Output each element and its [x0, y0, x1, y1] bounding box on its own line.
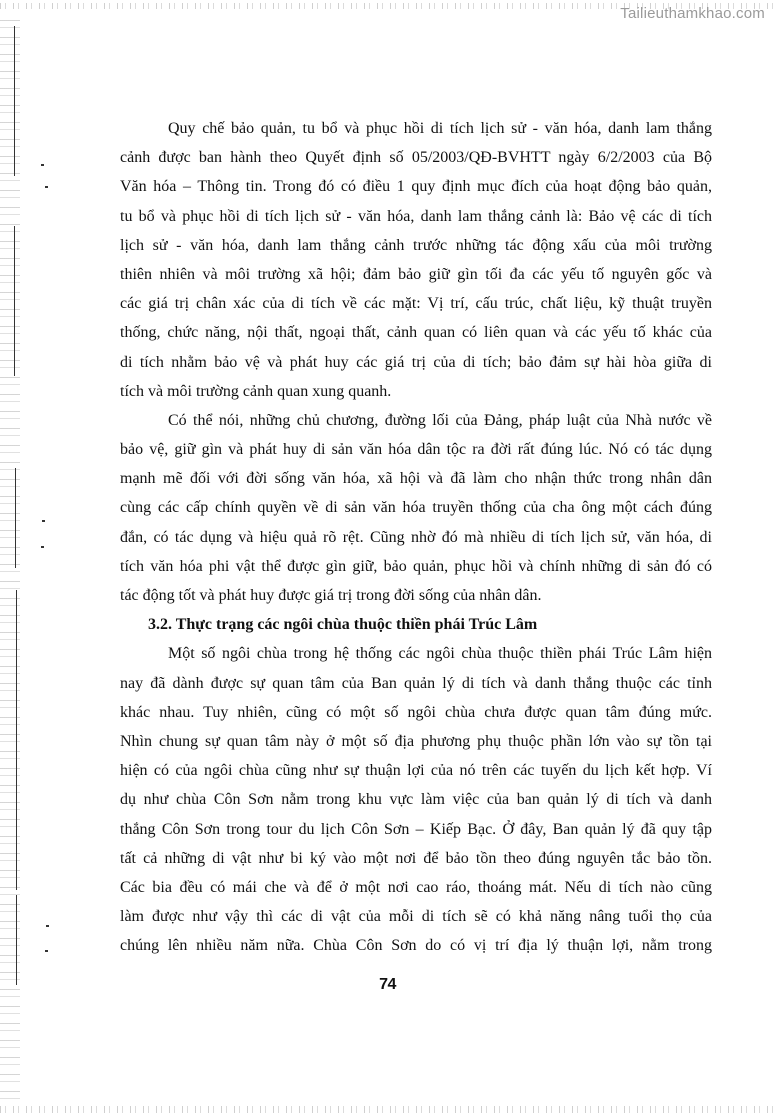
scan-speck: [41, 164, 44, 166]
scan-noise-bottom: [0, 1106, 775, 1113]
text-line: Văn hóa – Thông tin. Trong đó có điều 1 quy định mục đích của hoạt động bảo quản,: [120, 178, 712, 196]
scan-edge-line: [14, 26, 15, 176]
page-number: 74: [379, 976, 396, 993]
paragraph-2: [120, 406, 712, 610]
text-line: tích văn hóa phi vật thể được gìn giữ, bảo quản, phục hồi và chính những di sản đó có: [120, 557, 712, 575]
scan-speck: [45, 950, 48, 952]
text-line: Nhìn chung sự quan tâm này ở một số địa phương phụ thuộc phần lớn vào sự tồn tại: [120, 732, 712, 750]
watermark: Tailieuthamkhao.com: [620, 5, 765, 22]
text-line: dụ như chùa Côn Sơn nằm trong khu vực làm việc của ban quản lý di tích và danh: [120, 791, 712, 809]
text-line: nay đã dành được sự quan tâm của Ban quản lý di tích và danh thắng thuộc các tỉnh: [120, 674, 712, 692]
text-line: lịch sử - văn hóa, danh lam thắng cảnh trước những tác động xấu của môi trường: [120, 236, 712, 254]
scan-edge-line: [16, 590, 17, 890]
paragraph-1: [120, 114, 712, 406]
text-line: cảnh được ban hành theo Quyết định số 05/2003/QĐ-BVHTT ngày 6/2/2003 của Bộ: [120, 149, 712, 167]
text-line: thống, chức năng, nội thất, ngoại thất, cảnh quan có liên quan và các yếu tố khác của: [120, 324, 712, 342]
text-line: tác động tốt và phát huy được giá trị trong đời sống của nhân dân.: [120, 587, 542, 604]
scan-speck: [42, 520, 45, 522]
text-line: Các bia đều có mái che và để ở một nơi cao ráo, thoáng mát. Nếu di tích nào cũng: [120, 878, 712, 896]
text-line: Quy chế bảo quản, tu bổ và phục hồi di tích lịch sử - văn hóa, danh lam thắng: [168, 120, 712, 137]
text-line: tích và môi trường cảnh quan xung quanh.: [120, 382, 392, 400]
scan-speck: [41, 546, 44, 548]
text-line: di tích nhằm bảo vệ và phát huy các giá trị của di tích; bảo đảm sự hài hòa giữa di: [120, 353, 712, 371]
text-line: mạnh mẽ đối với đời sống văn hóa, xã hội và đã làm cho nhận thức trong nhân dân: [120, 470, 712, 488]
document-page: [120, 114, 712, 960]
scan-speck: [46, 925, 49, 927]
text-line: Một số ngôi chùa trong hệ thống các ngôi chùa thuộc thiền phái Trúc Lâm hiện: [168, 645, 712, 663]
text-line: đắn, có tác dụng và hiệu quả rõ rệt. Cũng nhờ đó mà nhiều di tích lịch sử, văn hóa, di: [120, 528, 712, 546]
text-line: cùng các cấp chính quyền về di sản văn hóa truyền thống của cha ông một cách đúng: [120, 499, 712, 517]
scan-edge-line: [14, 226, 15, 376]
scan-edge-line: [16, 895, 17, 985]
text-line: khác nhau. Tuy nhiên, cũng có một số ngôi chùa chưa được quan tâm đúng mức.: [120, 703, 712, 721]
text-line: Có thể nói, những chủ chương, đường lối của Đảng, pháp luật của Nhà nước về: [168, 411, 712, 429]
text-line: hiện có của ngôi chùa cũng như sự thuận lợi của nó trên các tuyến du lịch kết hợp. Ví: [120, 762, 712, 780]
text-line: các giá trị chân xác của di tích về các mặt: Vị trí, cấu trúc, chất liệu, kỹ thuật truyền: [120, 295, 712, 313]
text-line: bảo vệ, giữ gìn và phát huy di sản văn hóa dân tộc ra đời rất đúng lúc. Nó có tác dụng: [120, 441, 712, 459]
text-line: tu bổ và phục hồi di tích lịch sử - văn hóa, danh lam thắng cảnh là: Bảo vệ các di tích: [120, 207, 712, 225]
paragraph-3: [120, 639, 712, 960]
text-line: thiên nhiên và môi trường xã hội; đảm bảo giữ gìn tối đa các yếu tố nguyên gốc và: [120, 265, 712, 283]
text-line: tất cả những di vật như bi ký vào một nơi để bảo tồn theo đúng nguyên tắc bảo tồn.: [120, 849, 712, 867]
scan-edge-line: [15, 468, 16, 568]
scan-noise-left-edge: [0, 20, 20, 1100]
text-line: chúng lên nhiều năm nữa. Chùa Côn Sơn do có vị trí địa lý thuận lợi, nằm trong: [120, 937, 712, 955]
text-line: làm được như vậy thì các di vật của mỗi di tích sẽ có khả năng nâng tuổi thọ của: [120, 908, 712, 926]
text-line: thắng Côn Sơn trong tour du lịch Côn Sơn – Kiếp Bạc. Ở đây, Ban quản lý đã quy tập: [120, 820, 712, 838]
scan-speck: [45, 186, 48, 188]
section-heading: 3.2. Thực trạng các ngôi chùa thuộc thiền phái Trúc Lâm: [148, 616, 538, 634]
